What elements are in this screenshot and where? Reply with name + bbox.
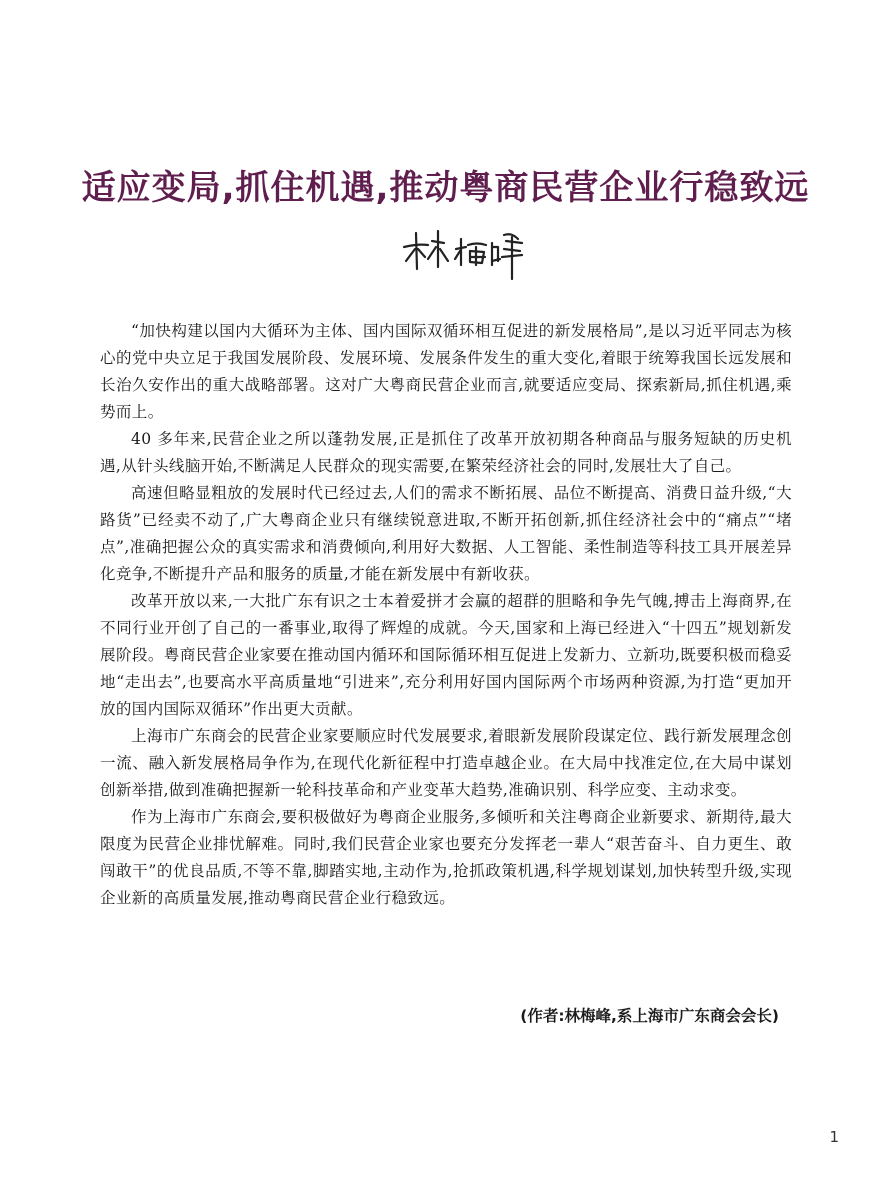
paragraph: “加快构建以国内大循环为主体、国内国际双循环相互促进的新发展格局”,是以习近平同志为核心的党中央立足于我国发展阶段、发展环境、发展条件发生的重大变化,着眼于统筹我国长远发展和长治久安作出的重大战略部署。这对广大粤商民营企业而言,就要适应变局、探索新局,抓住机遇,乘势而上。 xyxy=(100,322,792,421)
article-body xyxy=(100,318,792,912)
paragraph: 高速但略显粗放的发展时代已经过去,人们的需求不断拓展、品位不断提高、消费日益升级,“大路货”已经卖不动了,广大粤商企业只有继续锐意进取,不断开拓创新,抓住经济社会中的“痛点”“堵点”,准确把握公众的真实需求和消费倾向,利用好大数据、人工智能、柔性制造等科技工具开展差异化竞争,不断提升产品和服务的质量,才能在新发展中有新收获。 xyxy=(100,484,792,583)
page-number: 1 xyxy=(829,1128,839,1146)
paragraph: 上海市广东商会的民营企业家要顺应时代发展要求,着眼新发展阶段谋定位、践行新发展理念创一流、融入新发展格局争作为,在现代化新征程中打造卓越企业。在大局中找准定位,在大局中谋划创新举措,做到准确把握新一轮科技革命和产业变革大趋势,准确识别、科学应变、主动求变。 xyxy=(100,727,792,799)
author-signature xyxy=(398,225,528,283)
paragraph: 40 多年来,民营企业之所以蓬勃发展,正是抓住了改革开放初期各种商品与服务短缺的历史机遇,从针头线脑开始,不断满足人民群众的现实需要,在繁荣经济社会的同时,发展壮大了自己。 xyxy=(100,430,792,475)
paragraph: 作为上海市广东商会,要积极做好为粤商企业服务,多倾听和关注粤商企业新要求、新期待,最大限度为民营企业排忧解难。同时,我们民营企业家也要充分发挥老一辈人“艰苦奋斗、自力更生、敢闯敢干”的优良品质,不等不靠,脚踏实地,主动作为,抢抓政策机遇,科学规划谋划,加快转型升级,实现企业新的高质量发展,推动粤商民营企业行稳致远。 xyxy=(100,808,792,907)
paragraph: 改革开放以来,一大批广东有识之士本着爱拼才会赢的超群的胆略和争先气魄,搏击上海商界,在不同行业开创了自己的一番事业,取得了辉煌的成就。今天,国家和上海已经进入“十四五”规划新发展阶段。粤商民营企业家要在推动国内循环和国际循环相互促进上发新力、立新功,既要积极而稳妥地“走出去”,也要高水平高质量地“引进来”,充分利用好国内国际两个市场两种资源,为打造“更加开放的国内国际双循环”作出更大贡献。 xyxy=(100,592,792,718)
author-byline: (作者:林梅峰,系上海市广东商会会长) xyxy=(520,1007,779,1025)
article-title: 适应变局,抓住机遇,推动粤商民营企业行稳致远 xyxy=(81,168,810,208)
